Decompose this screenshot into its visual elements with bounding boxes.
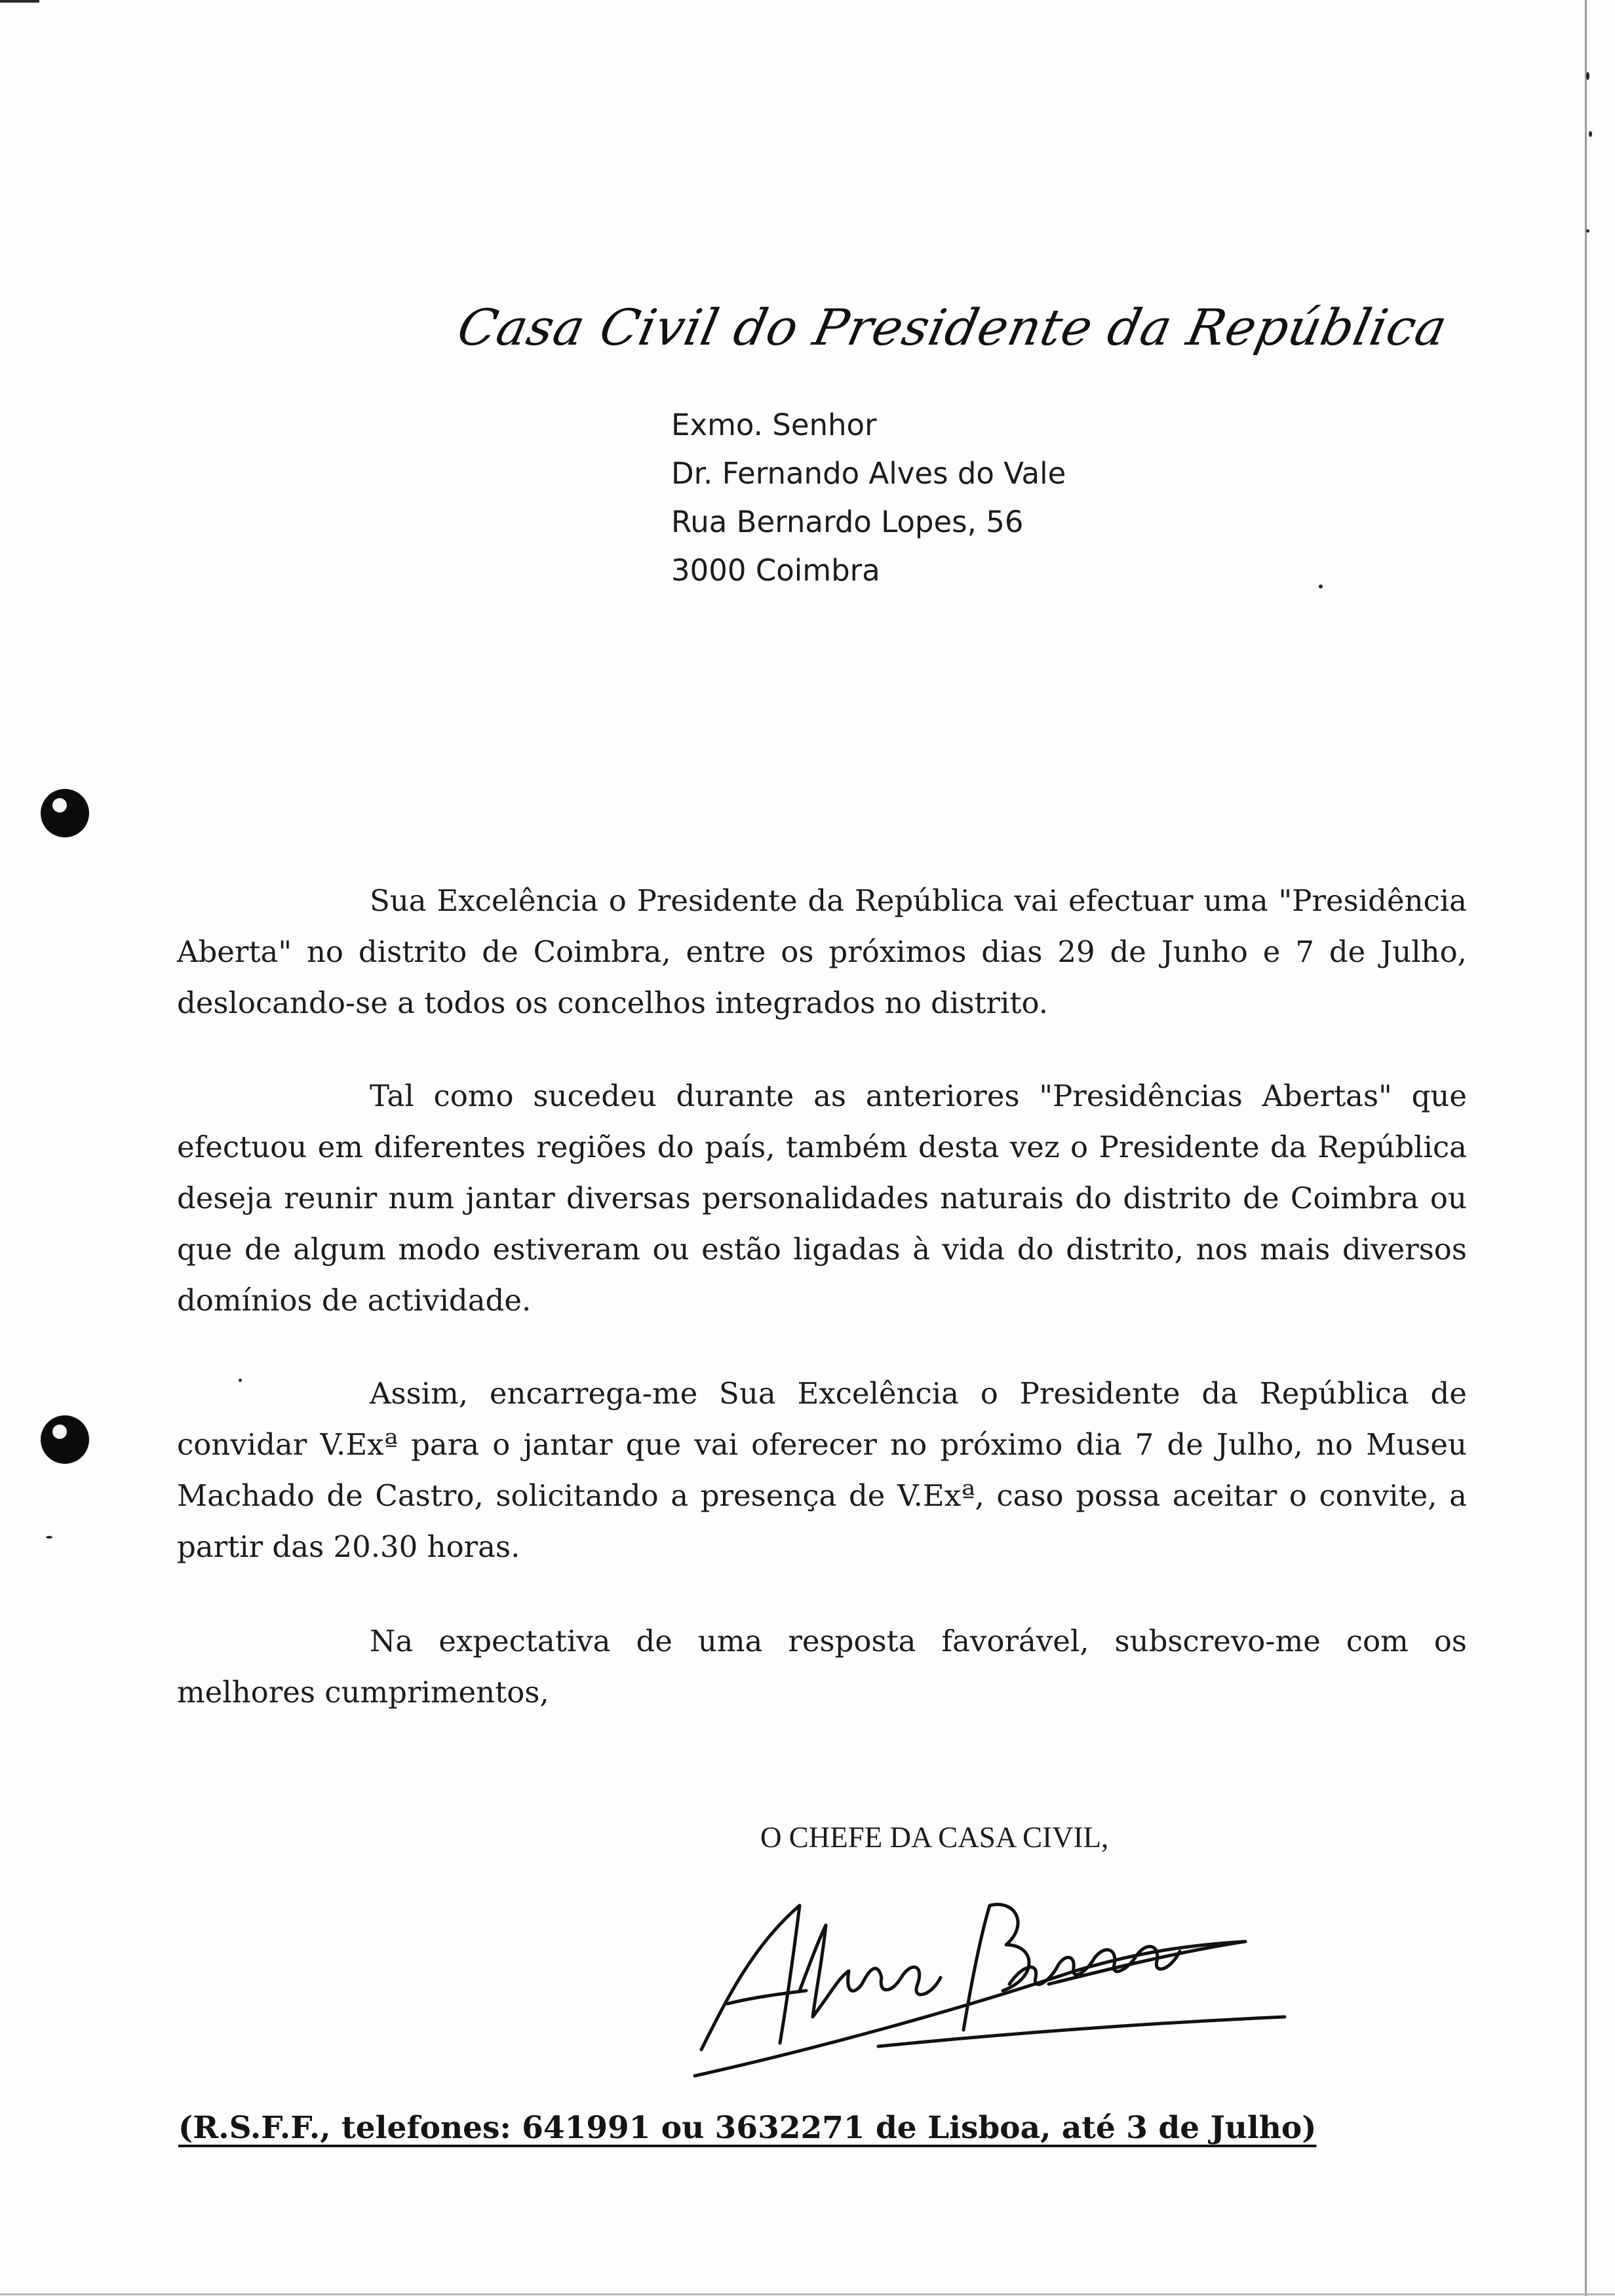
paragraph-4 xyxy=(177,1616,1467,1718)
recipient-salutation: Exmo. Senhor xyxy=(671,408,877,442)
speck xyxy=(1589,131,1592,137)
recipient-name: Dr. Fernando Alves do Vale xyxy=(671,456,1066,491)
recipient-city: 3000 Coimbra xyxy=(671,553,880,588)
paragraph-text: Na expectativa de uma resposta favorável, subscrevo-me com os melhores cumprimentos, xyxy=(177,1624,1467,1710)
scan-edge-top xyxy=(0,0,39,3)
paragraph-text: Sua Excelência o Presidente da República vai efectuar uma "Presidência Aberta" no distrito de Coimbra, entre os próximos dias 29 de Junho e 7 de Julho, deslocando-se a todos os concelhos integrados no distrito. xyxy=(177,883,1467,1020)
recipient-address xyxy=(671,401,1066,595)
signature-text: Alfredo Barroso xyxy=(682,1879,686,1880)
punch-hole-upper xyxy=(41,789,89,837)
recipient-street: Rua Bernardo Lopes, 56 xyxy=(671,505,1024,539)
scan-edge-right xyxy=(1585,0,1587,2296)
speck xyxy=(1586,229,1589,233)
speck xyxy=(46,1536,52,1539)
speck xyxy=(1586,72,1589,80)
paragraph-1 xyxy=(177,875,1467,1029)
closing-title: O CHEFE DA CASA CIVIL, xyxy=(760,1821,1109,1854)
letterhead: Casa Civil do Presidente da República xyxy=(452,298,1453,356)
paragraph-2 xyxy=(177,1071,1467,1326)
paragraph-text: Assim, encarrega-me Sua Excelência o Presidente da República de convidar V.Exª para o jantar que vai oferecer no próximo dia 7 de Julho, no Museu Machado de Castro, solicitando a presença de V.Exª, caso possa aceitar o convite, a partir das 20.30 horas. xyxy=(177,1376,1467,1564)
paragraph-3 xyxy=(177,1368,1467,1573)
speck xyxy=(1319,584,1323,588)
paragraph-text: Tal como sucedeu durante as anteriores "Presidências Abertas" que efectuou em diferentes regiões do país, também desta vez o Presidente da República deseja reunir num jantar diversas personalidades naturais do distrito de Coimbra ou que de algum modo estiveram ou estão ligadas à vida do distrito, nos mais diversos domínios de actividade. xyxy=(177,1079,1467,1318)
footer-contact-note: (R.S.F.F., telefones: 641991 ou 3632271 de Lisboa, até 3 de Julho) xyxy=(178,2110,1317,2146)
scan-edge-bottom xyxy=(0,2293,1615,2295)
handwritten-signature xyxy=(682,1879,1311,2102)
punch-hole-lower xyxy=(41,1415,89,1464)
